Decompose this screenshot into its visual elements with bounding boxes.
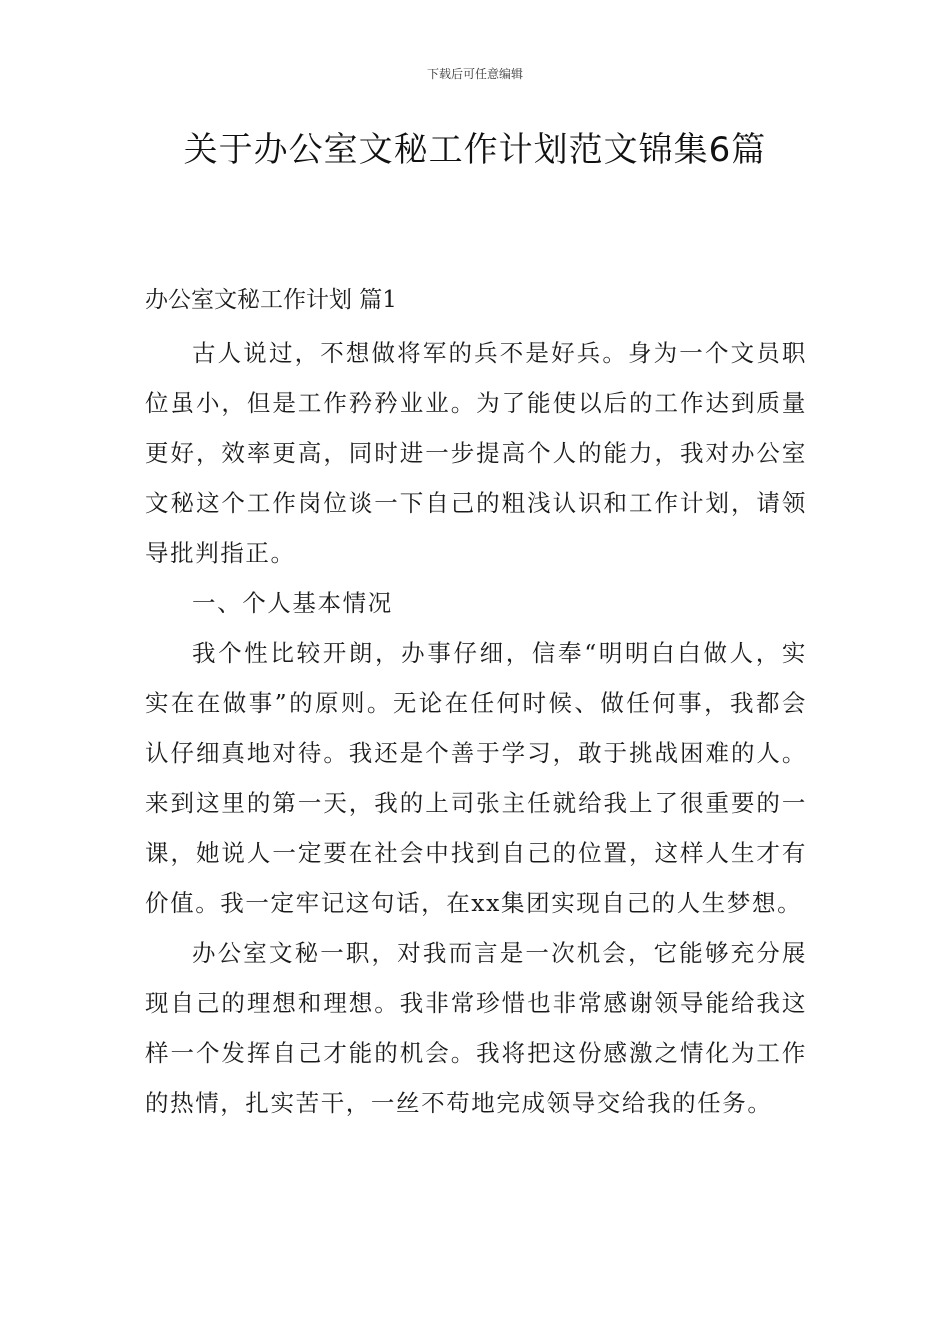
- document-title: 关于办公室文秘工作计划范文锦集6篇: [183, 130, 767, 170]
- paragraph-personality: 我个性比较开朗，办事仔细，信奉“明明白白做人，实实在在做事”的原则。无论在任何时候、做任何事，我都会认仔细真地对待。我还是个善于学习，敢于挑战困难的人。来到这里的第一天，我的上司张主任就给我上了很重要的一课，她说人一定要在社会中找到自己的位置，这样人生才有价值。我一定牢记这句话，在xx集团实现自己的人生梦想。: [145, 639, 807, 917]
- page-header-note: 下载后可任意编辑: [426, 67, 523, 81]
- subheading-personal-situation: 一、个人基本情况: [192, 589, 393, 617]
- paragraph-opportunity: 办公室文秘一职，对我而言是一次机会，它能够充分展现自己的理想和理想。我非常珍惜也非常感谢领导能给我这样一个发挥自己才能的机会。我将把这份感激之情化为工作的热情，扎实苦干，一丝不苟地完成领导交给我的任务。: [145, 939, 807, 1117]
- section-heading: 办公室文秘工作计划 篇1: [145, 287, 397, 313]
- document-body: [145, 328, 807, 1128]
- paragraph-intro: 古人说过，不想做将军的兵不是好兵。身为一个文员职位虽小，但是工作矜矜业业。为了能使以后的工作达到质量更好，效率更高，同时进一步提高个人的能力，我对办公室文秘这个工作岗位谈一下自己的粗浅认识和工作计划，请领导批判指正。: [145, 339, 807, 567]
